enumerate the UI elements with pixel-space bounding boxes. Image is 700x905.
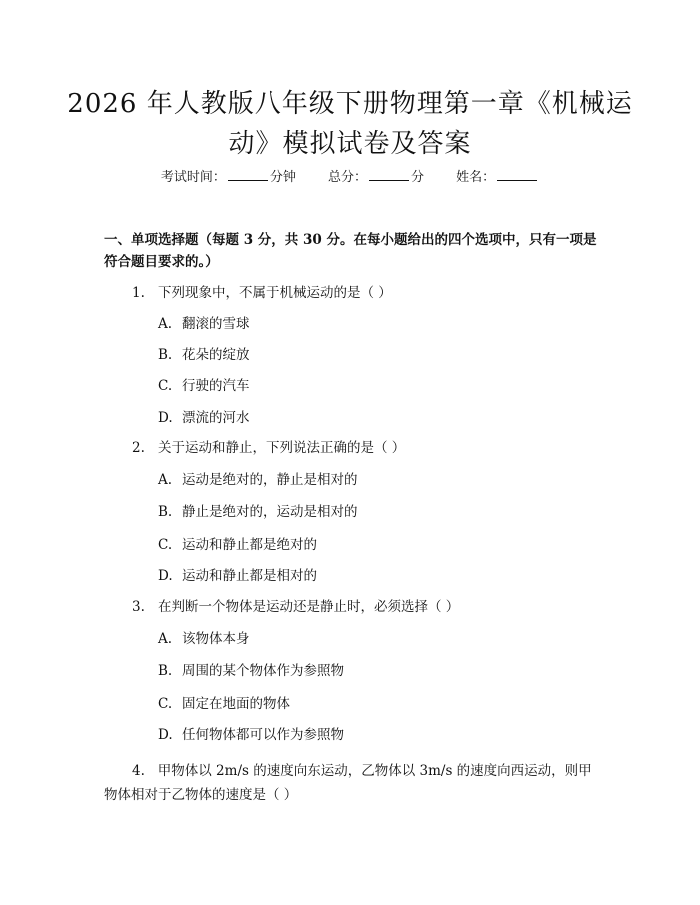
question-3-option-c [158, 694, 290, 714]
option-text: 周围的某个物体作为参照物 [182, 663, 344, 679]
question-2-option-b [158, 502, 358, 522]
exam-info-line [0, 168, 700, 188]
question-number: 4. [132, 763, 145, 779]
question-1-option-c [158, 376, 250, 396]
option-letter: C. [158, 696, 173, 712]
question-stem: 下列现象中，不属于机械运动的是（ ） [158, 285, 392, 301]
total-score-unit: 分 [411, 170, 425, 185]
question-stem: 甲物体以 2m/s 的速度向东运动，乙物体以 3m/s 的速度向西运动，则甲物体相对于乙物体的速度是（ ） [104, 763, 592, 803]
question-2-option-d [158, 566, 317, 586]
option-letter: D. [158, 568, 173, 584]
option-letter: A. [158, 472, 173, 488]
option-letter: B. [158, 347, 173, 363]
question-number: 1. [132, 285, 145, 301]
question-1 [132, 282, 392, 304]
option-letter: B. [158, 504, 173, 520]
question-3-option-a [158, 629, 250, 649]
name-label: 姓名： [456, 170, 496, 185]
option-letter: C. [158, 378, 173, 394]
option-text: 运动是绝对的，静止是相对的 [182, 472, 358, 488]
question-stem: 在判断一个物体是运动还是静止时，必须选择（ ） [158, 599, 460, 615]
exam-time-blank [228, 168, 268, 181]
total-score-label: 总分： [327, 170, 367, 185]
option-letter: B. [158, 663, 173, 679]
exam-time-field [161, 168, 296, 188]
question-2-option-a [158, 470, 358, 490]
option-text: 任何物体都可以作为参照物 [182, 727, 344, 743]
question-1-option-a [158, 314, 250, 334]
question-3-option-b [158, 661, 344, 681]
total-score-blank [369, 168, 409, 181]
option-text: 翻滚的雪球 [182, 316, 250, 332]
option-letter: D. [158, 410, 173, 426]
exam-time-label: 考试时间： [160, 170, 226, 185]
question-4 [104, 759, 604, 807]
question-2-option-c [158, 535, 317, 555]
option-text: 漂流的河水 [182, 410, 250, 426]
question-1-option-d [158, 408, 250, 428]
section-heading: 一、单项选择题（每题 3 分，共 30 分。在每小题给出的四个选项中，只有一项是符合题目要求的。） [104, 232, 597, 270]
question-2 [132, 437, 405, 459]
option-letter: A. [158, 631, 173, 647]
option-text: 固定在地面的物体 [182, 696, 290, 712]
document-title: 2026 年人教版八年级下册物理第一章《机械运动》模拟试卷及答案 [67, 89, 633, 159]
option-letter: A. [158, 316, 173, 332]
option-text: 运动和静止都是相对的 [182, 568, 317, 584]
question-number: 2. [132, 440, 145, 456]
question-3 [132, 596, 459, 618]
question-3-option-d [158, 725, 344, 745]
option-text: 运动和静止都是绝对的 [182, 537, 317, 553]
option-letter: C. [158, 537, 173, 553]
option-text: 该物体本身 [182, 631, 250, 647]
name-blank [497, 168, 537, 181]
question-stem: 关于运动和静止，下列说法正确的是（ ） [158, 440, 406, 456]
exam-time-unit: 分钟 [269, 170, 296, 185]
name-field [456, 168, 539, 188]
question-1-option-b [158, 345, 250, 365]
option-letter: D. [158, 727, 173, 743]
option-text: 行驶的汽车 [182, 378, 250, 394]
question-number: 3. [132, 599, 145, 615]
option-text: 静止是绝对的，运动是相对的 [182, 504, 358, 520]
total-score-field [328, 168, 424, 188]
option-text: 花朵的绽放 [182, 347, 250, 363]
